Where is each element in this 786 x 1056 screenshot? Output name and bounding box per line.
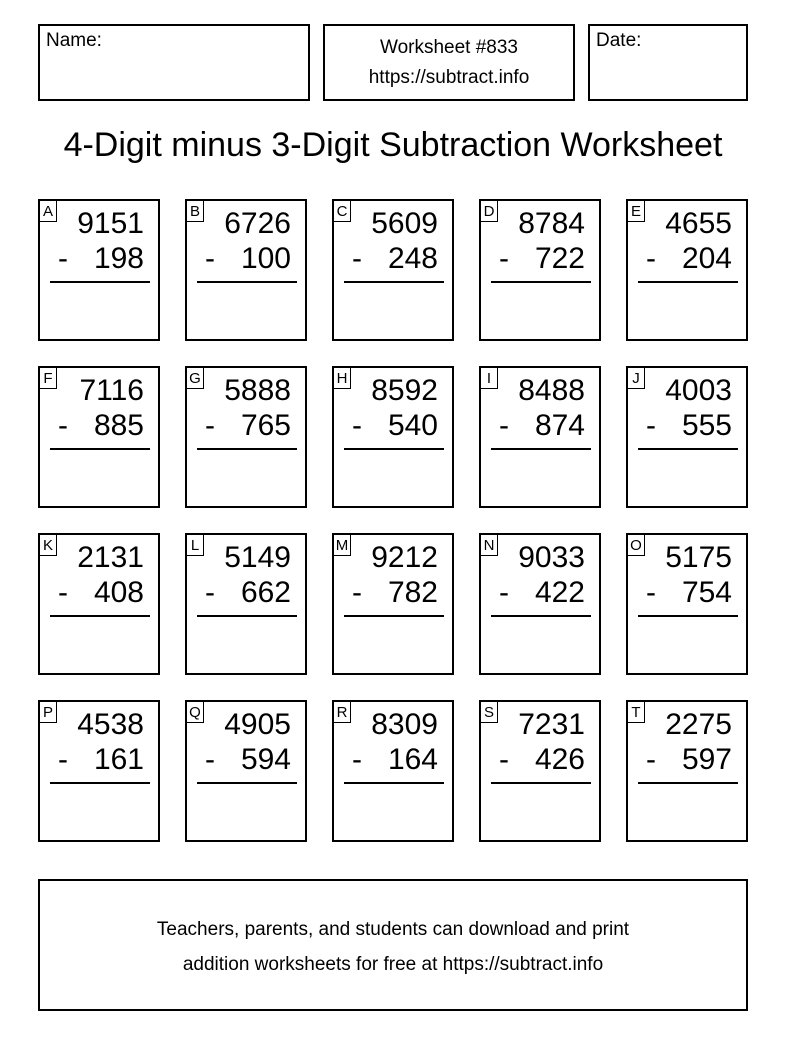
problem-letter: E bbox=[628, 201, 645, 222]
minus-sign: - bbox=[499, 743, 509, 776]
footer-line-1: Teachers, parents, and students can download and print bbox=[156, 919, 630, 940]
problem-card[interactable] bbox=[332, 366, 454, 508]
problem-letter: S bbox=[481, 702, 498, 723]
problem-letter: N bbox=[481, 535, 498, 556]
subtrahend: 164 bbox=[387, 743, 438, 776]
subtrahend: 765 bbox=[240, 409, 291, 442]
answer-line bbox=[638, 448, 738, 450]
problem-letter: D bbox=[481, 201, 498, 222]
problem-letter: C bbox=[334, 201, 351, 222]
answer-line bbox=[50, 782, 150, 784]
answer-line bbox=[344, 448, 444, 450]
problem-letter: R bbox=[334, 702, 351, 723]
problem-card[interactable] bbox=[332, 533, 454, 675]
date-box[interactable] bbox=[588, 24, 748, 101]
subtrahend: 722 bbox=[534, 242, 585, 275]
subtrahend: 426 bbox=[534, 743, 585, 776]
name-box[interactable] bbox=[38, 24, 310, 101]
problem-card[interactable] bbox=[185, 533, 307, 675]
minus-sign: - bbox=[58, 242, 68, 275]
minuend: 8488 bbox=[518, 374, 585, 407]
minus-sign: - bbox=[205, 576, 215, 609]
problem-card[interactable] bbox=[332, 700, 454, 842]
problem-letter: F bbox=[40, 368, 57, 389]
worksheet-info-box bbox=[323, 24, 575, 101]
minus-sign: - bbox=[499, 409, 509, 442]
problem-letter: O bbox=[628, 535, 645, 556]
minuend: 4655 bbox=[665, 207, 732, 240]
answer-line bbox=[638, 615, 738, 617]
problem-letter: T bbox=[628, 702, 645, 723]
minus-sign: - bbox=[352, 743, 362, 776]
problem-card[interactable] bbox=[38, 199, 160, 341]
problem-letter: A bbox=[40, 201, 57, 222]
subtrahend: 782 bbox=[387, 576, 438, 609]
answer-line bbox=[197, 615, 297, 617]
minuend: 5149 bbox=[224, 541, 291, 574]
minuend: 5888 bbox=[224, 374, 291, 407]
subtrahend: 594 bbox=[240, 743, 291, 776]
subtrahend: 161 bbox=[93, 743, 144, 776]
subtrahend: 662 bbox=[240, 576, 291, 609]
minus-sign: - bbox=[352, 409, 362, 442]
minuend: 8784 bbox=[518, 207, 585, 240]
problem-letter: H bbox=[334, 368, 351, 389]
minus-sign: - bbox=[352, 242, 362, 275]
answer-line bbox=[491, 448, 591, 450]
minuend: 2131 bbox=[77, 541, 144, 574]
minus-sign: - bbox=[646, 576, 656, 609]
subtrahend: 597 bbox=[681, 743, 732, 776]
problem-card[interactable] bbox=[38, 366, 160, 508]
minus-sign: - bbox=[58, 409, 68, 442]
worksheet-number: Worksheet #833 bbox=[379, 37, 518, 58]
subtrahend: 885 bbox=[93, 409, 144, 442]
minuend: 8309 bbox=[371, 708, 438, 741]
minus-sign: - bbox=[205, 409, 215, 442]
answer-line bbox=[344, 281, 444, 283]
problem-card[interactable] bbox=[38, 533, 160, 675]
problem-card[interactable] bbox=[185, 366, 307, 508]
subtrahend: 100 bbox=[240, 242, 291, 275]
subtrahend: 204 bbox=[681, 242, 732, 275]
minus-sign: - bbox=[646, 242, 656, 275]
problem-card[interactable] bbox=[479, 700, 601, 842]
minus-sign: - bbox=[646, 409, 656, 442]
problem-letter: P bbox=[40, 702, 57, 723]
answer-line bbox=[197, 782, 297, 784]
page-title: 4-Digit minus 3-Digit Subtraction Worksheet bbox=[63, 126, 723, 164]
subtrahend: 874 bbox=[534, 409, 585, 442]
minuend: 2275 bbox=[665, 708, 732, 741]
answer-line bbox=[344, 782, 444, 784]
answer-line bbox=[491, 615, 591, 617]
minuend: 4905 bbox=[224, 708, 291, 741]
minuend: 5609 bbox=[371, 207, 438, 240]
problem-card[interactable] bbox=[626, 700, 748, 842]
worksheet-url: https://subtract.info bbox=[368, 67, 530, 88]
problem-letter: M bbox=[334, 535, 351, 556]
answer-line bbox=[491, 782, 591, 784]
footer-line-2: addition worksheets for free at https://subtract.info bbox=[182, 954, 604, 975]
problem-card[interactable] bbox=[185, 700, 307, 842]
date-label: Date: bbox=[596, 30, 642, 51]
minuend: 4538 bbox=[77, 708, 144, 741]
problem-letter: K bbox=[40, 535, 57, 556]
problem-letter: Q bbox=[187, 702, 204, 723]
answer-line bbox=[50, 615, 150, 617]
problem-card[interactable] bbox=[626, 533, 748, 675]
subtrahend: 422 bbox=[534, 576, 585, 609]
minuend: 8592 bbox=[371, 374, 438, 407]
footer-box bbox=[38, 879, 748, 1011]
minuend: 5175 bbox=[665, 541, 732, 574]
answer-line bbox=[638, 782, 738, 784]
minus-sign: - bbox=[646, 743, 656, 776]
minuend: 6726 bbox=[224, 207, 291, 240]
minuend: 7231 bbox=[518, 708, 585, 741]
answer-line bbox=[491, 281, 591, 283]
minuend: 9033 bbox=[518, 541, 585, 574]
minus-sign: - bbox=[499, 242, 509, 275]
subtrahend: 198 bbox=[93, 242, 144, 275]
problem-card[interactable] bbox=[332, 199, 454, 341]
minus-sign: - bbox=[58, 743, 68, 776]
minuend: 9212 bbox=[371, 541, 438, 574]
problem-letter: J bbox=[628, 368, 645, 389]
problem-letter: I bbox=[481, 368, 498, 389]
problem-letter: G bbox=[187, 368, 204, 389]
answer-line bbox=[638, 281, 738, 283]
problem-card[interactable] bbox=[479, 199, 601, 341]
minuend: 4003 bbox=[665, 374, 732, 407]
problem-card[interactable] bbox=[185, 199, 307, 341]
subtrahend: 754 bbox=[681, 576, 732, 609]
subtrahend: 555 bbox=[681, 409, 732, 442]
answer-line bbox=[197, 448, 297, 450]
problem-card[interactable] bbox=[479, 533, 601, 675]
problem-card[interactable] bbox=[479, 366, 601, 508]
subtrahend: 408 bbox=[93, 576, 144, 609]
problem-letter: L bbox=[187, 535, 204, 556]
subtrahend: 248 bbox=[387, 242, 438, 275]
answer-line bbox=[50, 281, 150, 283]
minus-sign: - bbox=[352, 576, 362, 609]
answer-line bbox=[344, 615, 444, 617]
subtrahend: 540 bbox=[387, 409, 438, 442]
minus-sign: - bbox=[499, 576, 509, 609]
problem-card[interactable] bbox=[38, 700, 160, 842]
problem-card[interactable] bbox=[626, 366, 748, 508]
problem-letter: B bbox=[187, 201, 204, 222]
name-label: Name: bbox=[46, 30, 102, 51]
minus-sign: - bbox=[58, 576, 68, 609]
minuend: 9151 bbox=[77, 207, 144, 240]
minuend: 7116 bbox=[79, 374, 144, 407]
minus-sign: - bbox=[205, 242, 215, 275]
problem-card[interactable] bbox=[626, 199, 748, 341]
answer-line bbox=[197, 281, 297, 283]
minus-sign: - bbox=[205, 743, 215, 776]
answer-line bbox=[50, 448, 150, 450]
